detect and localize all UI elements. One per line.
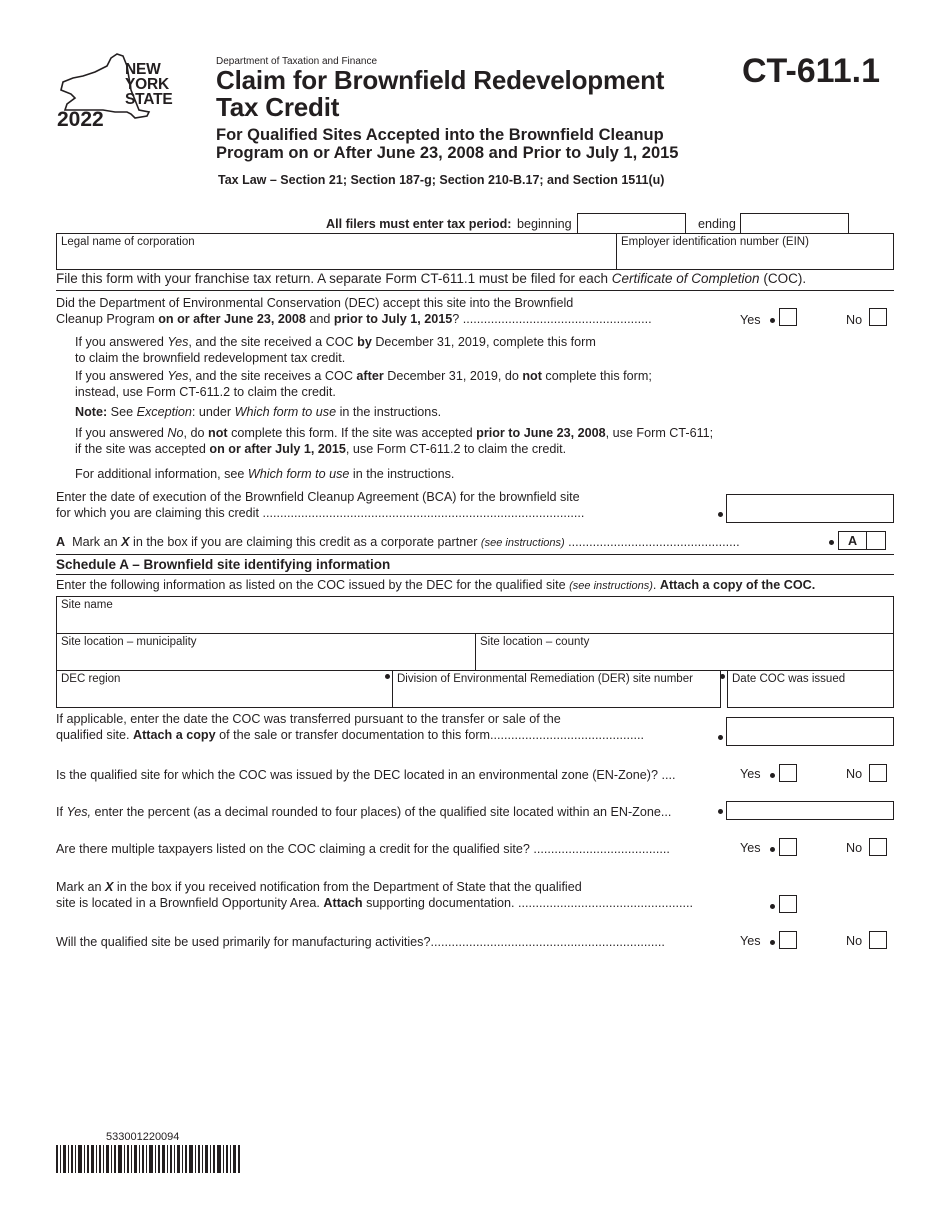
tax-period-ending-input[interactable]	[740, 213, 849, 234]
legal-name-field[interactable]	[56, 233, 617, 270]
divider-top	[56, 290, 894, 291]
divider-schedule-title	[56, 574, 894, 575]
dec-no-checkbox[interactable]	[869, 308, 887, 326]
bullet-icon	[770, 940, 775, 945]
dec-yes-checkbox[interactable]	[779, 308, 797, 326]
der-number-field[interactable]	[392, 670, 721, 708]
manufacturing-no-checkbox[interactable]	[869, 931, 887, 949]
file-instruction-text: File this form with your franchise tax return. A separate Form CT-611.1 must be filed for each	[56, 271, 612, 286]
note-yes-after: If you answered Yes, and the site receives a COC after December 31, 2019, do not complete this form; instead, use Form CT-611.2 to claim the credit.	[75, 369, 652, 399]
logo-word-state: STATE	[125, 91, 173, 108]
form-title	[216, 67, 664, 121]
bullet-icon	[829, 540, 834, 545]
nys-logo	[55, 52, 185, 132]
barcode	[56, 1145, 240, 1173]
municipality-field[interactable]	[56, 633, 476, 671]
tax-period-beginning-input[interactable]	[577, 213, 686, 234]
bullet-icon	[718, 809, 723, 814]
multiple-no-checkbox[interactable]	[869, 838, 887, 856]
bca-question	[56, 489, 584, 521]
en-zone-question: Is the qualified site for which the COC was issued by the DEC located in an environmental zone (EN-Zone)? ....	[56, 768, 676, 782]
department-name: Department of Taxation and Finance	[216, 56, 378, 67]
en-zone-yes-checkbox[interactable]	[779, 764, 797, 782]
logo-word-york: YORK	[125, 76, 169, 93]
transfer-line1: If applicable, enter the date the COC was transferred pursuant to the transfer or sale of the	[56, 712, 561, 726]
manufacturing-question: Will the qualified site be used primarily for manufacturing activities?...................................................................	[56, 935, 665, 949]
form-subtitle-line2: Program on or After June 23, 2008 and Prior to July 1, 2015	[216, 144, 679, 162]
bca-line1: Enter the date of execution of the Brownfield Cleanup Agreement (BCA) for the brownfield site	[56, 490, 580, 504]
manufacturing-yes-label: Yes	[740, 934, 761, 948]
file-instruction	[56, 271, 806, 286]
note-no: If you answered No, do not complete this form. If the site was accepted prior to June 23, 2008, use Form CT-611; if the site was accepted on or after July 1, 2015, use Form CT-611.2 to claim the credit.	[75, 426, 714, 456]
bullet-icon	[718, 735, 723, 740]
bca-line2: for which you are claiming this credit ............................................................................................	[56, 506, 585, 520]
en-zone-no-checkbox[interactable]	[869, 764, 887, 782]
en-zone-no-label: No	[846, 767, 863, 781]
bullet-icon	[770, 773, 775, 778]
boa-checkbox[interactable]	[779, 895, 797, 913]
transfer-date-input[interactable]	[726, 717, 894, 746]
county-field[interactable]	[475, 633, 894, 671]
date-coc-field[interactable]	[727, 670, 894, 708]
logo-word-new: NEW	[125, 61, 161, 78]
bullet-icon	[718, 512, 723, 517]
line-a-box-label: A	[838, 531, 867, 550]
schedule-a-intro: Enter the following information as listed on the COC issued by the DEC for the qualified site (see instructions). Attach a copy of the COC.	[56, 578, 816, 592]
tax-period-ending-label: ending	[698, 217, 736, 231]
manufacturing-yes-checkbox[interactable]	[779, 931, 797, 949]
bullet-icon	[385, 674, 390, 679]
divider-schedule	[56, 554, 894, 555]
barcode-icon	[56, 1145, 240, 1173]
legal-name-label: Legal name of corporation	[61, 236, 195, 248]
form-title-line2: Tax Credit	[216, 92, 340, 122]
dec-question-line2: Cleanup Program on or after June 23, 2008 and prior to July 1, 2015? ......................................................	[56, 312, 652, 326]
dec-yes-label: Yes	[740, 313, 761, 327]
ein-label: Employer identification number (EIN)	[621, 236, 809, 248]
ein-field[interactable]	[616, 233, 894, 270]
form-subtitle-line1: For Qualified Sites Accepted into the Brownfield Cleanup	[216, 126, 664, 144]
bullet-icon	[770, 904, 775, 909]
dec-region-label: DEC region	[61, 673, 121, 685]
multiple-yes-checkbox[interactable]	[779, 838, 797, 856]
site-name-field[interactable]	[56, 596, 894, 634]
en-zone-yes-label: Yes	[740, 767, 761, 781]
county-label: Site location – county	[480, 636, 590, 648]
site-name-label: Site name	[61, 599, 113, 611]
en-zone-percent-question: If Yes, enter the percent (as a decimal rounded to four places) of the qualified site located within an EN-Zone...	[56, 805, 672, 819]
bullet-icon	[720, 674, 725, 679]
municipality-label: Site location – municipality	[61, 636, 197, 648]
der-number-label: Division of Environmental Remediation (DER) site number	[397, 673, 693, 685]
bullet-icon	[770, 847, 775, 852]
transfer-line2: qualified site. Attach a copy of the sale or transfer documentation to this form............................................	[56, 728, 644, 742]
tax-period-label: All filers must enter tax period:	[326, 217, 512, 231]
form-subtitle	[216, 126, 678, 162]
file-instruction-end: (COC).	[759, 271, 807, 286]
multiple-yes-label: Yes	[740, 841, 761, 855]
barcode-number: 533001220094	[106, 1131, 180, 1143]
bullet-icon	[770, 318, 775, 323]
schedule-a-title: Schedule A – Brownfield site identifying information	[56, 557, 391, 572]
form-number: CT-611.1	[742, 52, 880, 90]
tax-period-beginning-label: beginning	[517, 217, 572, 231]
multiple-taxpayers-question: Are there multiple taxpayers listed on the COC claiming a credit for the qualified site? .......................................	[56, 842, 670, 856]
multiple-no-label: No	[846, 841, 863, 855]
dec-question	[56, 295, 652, 327]
note-additional: For additional information, see Which form to use in the instructions.	[75, 467, 455, 481]
line-a-text: A Mark an X in the box if you are claiming this credit as a corporate partner (see instructions) .................................................	[56, 535, 740, 549]
dec-no-label: No	[846, 313, 863, 327]
note-yes-by: If you answered Yes, and the site received a COC by December 31, 2019, complete this form to claim the brownfield redevelopment tax credit.	[75, 335, 596, 365]
manufacturing-no-label: No	[846, 934, 863, 948]
dec-region-field[interactable]	[56, 670, 393, 708]
file-instruction-coc: Certificate of Completion	[611, 271, 760, 286]
corporate-partner-checkbox[interactable]	[866, 531, 886, 550]
form-title-line1: Claim for Brownfield Redevelopment	[216, 65, 665, 95]
tax-law-reference: Tax Law – Section 21; Section 187-g; Section 210-B.17; and Section 1511(u)	[218, 173, 665, 187]
bca-date-input[interactable]	[726, 494, 894, 523]
form-year: 2022	[57, 108, 104, 131]
date-coc-label: Date COC was issued	[732, 673, 846, 685]
boa-question: Mark an X in the box if you received notification from the Department of State that the qualified site is located in a Brownfield Opportunity Area. Attach supporting documentation. ..................................................	[56, 880, 693, 910]
transfer-question	[56, 711, 644, 743]
en-zone-percent-input[interactable]	[726, 801, 894, 820]
note-exception: Note: See Exception: under Which form to use in the instructions.	[75, 405, 442, 419]
dec-question-line1: Did the Department of Environmental Conservation (DEC) accept this site into the Brownfield	[56, 296, 574, 310]
